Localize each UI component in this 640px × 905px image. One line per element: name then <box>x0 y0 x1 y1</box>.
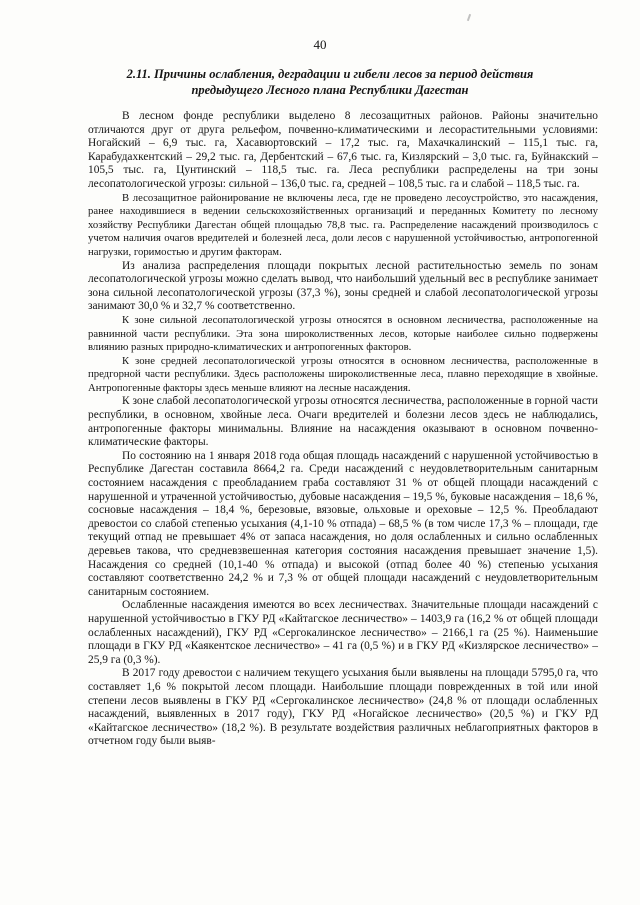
body-text <box>88 110 598 749</box>
section-title: 2.11. Причины ослабления, деградации и гибели лесов за период действия предыдущего Лесного плана Республики Дагестан <box>126 67 534 97</box>
paragraph-weakened-stands-by-forestry: Ослабленные насаждения имеются во всех лесничествах. Значительные площади насаждений с нарушенной устойчивостью в ГКУ РД «Кайтагское лесничество» – 1403,9 га (16,2 % от общей площади ослабленных насаждений), ГКУ РД «Сергокалинское лесничество» – 2166,1 га (25 %). Наименьшие площади в ГКУ РД «Каякентское лесничество» – 41 га (0,5 %) и в ГКУ РД «Кизлярское лесничество» – 25,9 га (0,3 %). <box>88 599 598 666</box>
scan-speck <box>467 14 471 21</box>
paragraph-strong-threat-zone: К зоне сильной лесопатологической угрозы относятся в основном лесничества, расположенные на равнинной части республики. Эта зона широколиственных лесов, которые наиболее сильно подвержены влиянию разных природно-климатических и антропогенных факторов. <box>88 313 598 354</box>
paragraph-threat-zone-shares: Из анализа распределения площади покрытых лесной растительностью земель по зонам лесопатологической угрозы можно сделать вывод, что наибольший удельный вес в республике занимает зона сильной лесопатологической угрозы (37,3 %), зоны средней и слабой лесопатологической угрозы занимают 30,0 % и 32,7 % соответственно. <box>88 259 598 313</box>
page-number: 40 <box>313 37 327 52</box>
paragraph-drying-stands-2017: В 2017 году древостои с наличием текущего усыхания были выявлены на площади 5795,0 га, что составляет 1,6 % покрытой лесом площади. Наибольшие площади поврежденных в той или иной степени лесов выявлены в ГКУ РД «Сергокалинское лесничество» (24,8 % от площади ослабленных насаждений, выявленных в 2017 году), ГКУ РД «Ногайское лесничество» (20,5 %) и ГКУ РД «Кайтагское лесничество» (18,2 %). В результате воздействия различных неблагоприятных факторов в отчетном году были выяв- <box>88 667 598 748</box>
paragraph-medium-threat-zone: К зоне средней лесопатологической угрозы относятся в основном лесничества, расположенные в предгорной части республики. Здесь расположены широколиственные леса, плавно переходящие в хвойные. Антропогенные факторы здесь меньше влияют на лесные насаждения. <box>88 354 598 394</box>
paragraph-disturbed-stands-2018: По состоянию на 1 января 2018 года общая площадь насаждений с нарушенной устойчивостью в Республике Дагестан составила 8664,2 га. Среди насаждений с неудовлетворительным санитарным состоянием насаждения с преобладанием граба составляют 31 % от общей площади насаждений с нарушенной и утраченной устойчивостью, дубовые насаждения – 19,5 %, буковые насаждения – 18,6 %, сосновые насаждения – 18,4 %, березовые, вязовые, ольховые и ореховые – 12,5 %. Преобладают древостои со слабой степенью усыхания (4,1-10 % отпада) – 68,5 % (в том числе 17,3 % – площади, где текущий отпад не превышает 4% от запаса насаждения, но доля ослабленных и сильно ослабленных деревьев такова, что средневзвешенная категория состояния насаждения превышает значение 1,5). Насаждения со средней (10,1-40 % отпада) и высокой (отпад более 40 %) степенью усыхания составляют соответственно 24,2 % и 7,3 % от общей площади насаждений с неудовлетворительным санитарным состоянием. <box>88 449 598 598</box>
paragraph-zoning-exclusions: В лесозащитное районирование не включены леса, где не проведено лесоустройство, это насаждения, ранее находившиеся в ведении сельскохозяйственных организаций и переданных Комитету по лесному хозяйству Республики Дагестан общей площадью 78,8 тыс. га. Распределение насаждений производилось с учетом наличия очагов вредителей и болезней леса, доли лесов с нарушенной устойчивостью, антропогенной нагрузки, горимостью и другим факторам. <box>88 191 598 258</box>
paragraph-protection-districts: В лесном фонде республики выделено 8 лесозащитных районов. Районы значительно отличаются друг от друга рельефом, почвенно-климатическими и лесорастительными условиями: Ногайский – 6,9 тыс. га, Хасавюртовский – 17,2 тыс. га, Махачкалинский – 115,1 тыс. га, Карабудахкентский – 29,2 тыс. га, Дербентский – 67,6 тыс. га, Кизлярский – 3,0 тыс. га, Буйнакский – 105,5 тыс. га, Цунтинский – 118,5 тыс. га. Леса республики распределены на три зоны лесопатологической угрозы: сильной – 136,0 тыс. га, средней – 108,5 тыс. га и слабой – 118,5 тыс. га. <box>88 110 598 190</box>
paragraph-weak-threat-zone: К зоне слабой лесопатологической угрозы относятся лесничества, расположенные в горной части республики, в основном, хвойные леса. Очаги вредителей и болезни лесов здесь не наблюдались, антропогенные факторы минимальны. Влияние на насаждения оказывают в основном почвенно-климатические факторы. <box>88 395 598 449</box>
